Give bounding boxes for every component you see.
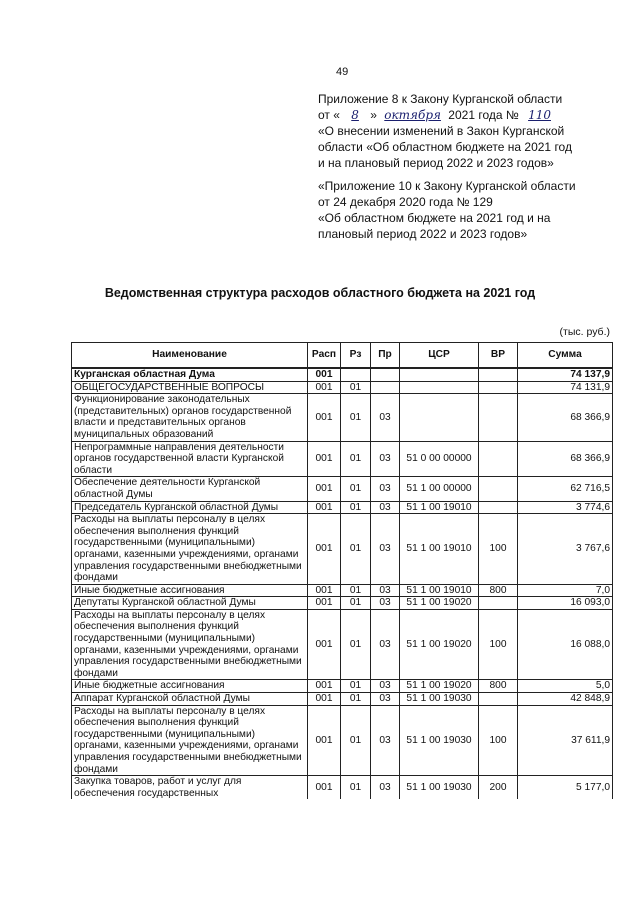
cell-name: Депутаты Курганской областной Думы bbox=[72, 597, 308, 610]
cell-sum: 42 848,9 bbox=[518, 693, 613, 706]
cell-sum: 74 131,9 bbox=[518, 381, 613, 394]
cell-name: Непрограммные направления деятельности органов государственной власти Курганской области bbox=[72, 441, 308, 477]
table-row bbox=[72, 477, 613, 501]
cell-csr: 51 1 00 19030 bbox=[400, 776, 479, 800]
cell-pr: 03 bbox=[371, 514, 400, 585]
header-csr: ЦСР bbox=[400, 343, 479, 369]
appendix-10-header bbox=[318, 178, 618, 242]
table-row bbox=[72, 501, 613, 514]
header-rasp: Расп bbox=[308, 343, 341, 369]
cell-pr: 03 bbox=[371, 705, 400, 776]
handwritten-number: 110 bbox=[528, 108, 551, 122]
appendix-8-line1: Приложение 8 к Закону Курганской области bbox=[318, 92, 563, 106]
cell-sum: 5 177,0 bbox=[518, 776, 613, 800]
cell-rasp: 001 bbox=[308, 368, 341, 381]
cell-csr: 51 1 00 19020 bbox=[400, 609, 479, 680]
cell-csr bbox=[400, 381, 479, 394]
cell-csr: 51 1 00 19010 bbox=[400, 514, 479, 585]
cell-rz bbox=[341, 368, 371, 381]
cell-csr: 51 1 00 19010 bbox=[400, 501, 479, 514]
cell-rasp: 001 bbox=[308, 501, 341, 514]
cell-csr: 51 1 00 19030 bbox=[400, 705, 479, 776]
cell-rz: 01 bbox=[341, 501, 371, 514]
appendix-8-line5: и на плановый период 2022 и 2023 годов» bbox=[318, 156, 554, 170]
cell-csr: 51 1 00 19010 bbox=[400, 584, 479, 597]
header-sum: Сумма bbox=[518, 343, 613, 369]
cell-rz: 01 bbox=[341, 609, 371, 680]
page-number: 49 bbox=[336, 66, 349, 78]
handwritten-month: октября bbox=[384, 108, 441, 122]
cell-sum: 74 137,9 bbox=[518, 368, 613, 381]
header-name: Наименование bbox=[72, 343, 308, 369]
cell-rz: 01 bbox=[341, 381, 371, 394]
cell-rasp: 001 bbox=[308, 584, 341, 597]
cell-name: Аппарат Курганской областной Думы bbox=[72, 693, 308, 706]
cell-rasp: 001 bbox=[308, 705, 341, 776]
cell-vr: 800 bbox=[479, 584, 518, 597]
header-pr: Пр bbox=[371, 343, 400, 369]
year-text: 2021 года № bbox=[448, 108, 519, 122]
cell-pr: 03 bbox=[371, 609, 400, 680]
date-prefix: от « bbox=[318, 108, 340, 122]
cell-vr bbox=[479, 381, 518, 394]
cell-pr: 03 bbox=[371, 584, 400, 597]
cell-sum: 68 366,9 bbox=[518, 441, 613, 477]
cell-name: Закупка товаров, работ и услуг для обеспечения государственных bbox=[72, 776, 308, 800]
cell-name: Расходы на выплаты персоналу в целях обеспечения выполнения функций государственными (муниципальными) органами, казенными учреждениями, органами управления государственными внебюджетными фондами bbox=[72, 514, 308, 585]
table-row bbox=[72, 597, 613, 610]
cell-rz: 01 bbox=[341, 597, 371, 610]
cell-vr: 100 bbox=[479, 609, 518, 680]
cell-name: Иные бюджетные ассигнования bbox=[72, 584, 308, 597]
cell-csr: 51 1 00 19020 bbox=[400, 597, 479, 610]
appendix-8-line4: области «Об областном бюджете на 2021 год bbox=[318, 140, 572, 154]
cell-pr: 03 bbox=[371, 394, 400, 441]
appendix-10-line3: «Об областном бюджете на 2021 год и на bbox=[318, 211, 551, 225]
table-row bbox=[72, 441, 613, 477]
cell-vr bbox=[479, 441, 518, 477]
cell-pr: 03 bbox=[371, 477, 400, 501]
cell-pr: 03 bbox=[371, 693, 400, 706]
document-title: Ведомственная структура расходов областного бюджета на 2021 год bbox=[104, 286, 536, 300]
cell-vr bbox=[479, 477, 518, 501]
cell-pr: 03 bbox=[371, 501, 400, 514]
table-row bbox=[72, 584, 613, 597]
cell-rasp: 001 bbox=[308, 381, 341, 394]
cell-sum: 68 366,9 bbox=[518, 394, 613, 441]
cell-name: Расходы на выплаты персоналу в целях обеспечения выполнения функций государственными (муниципальными) органами, казенными учреждениями, органами управления государственными внебюджетными фондами bbox=[72, 705, 308, 776]
cell-sum: 3 774,6 bbox=[518, 501, 613, 514]
cell-name: Функционирование законодательных (представительных) органов государственной власти и представительных органов муниципальных образований bbox=[72, 394, 308, 441]
cell-name: Курганская областная Дума bbox=[72, 368, 308, 381]
cell-sum: 16 088,0 bbox=[518, 609, 613, 680]
cell-csr bbox=[400, 394, 479, 441]
table-row bbox=[72, 514, 613, 585]
cell-sum: 7,0 bbox=[518, 584, 613, 597]
cell-rz: 01 bbox=[341, 477, 371, 501]
table-row bbox=[72, 368, 613, 381]
units-label: (тыс. руб.) bbox=[559, 326, 610, 338]
cell-sum: 5,0 bbox=[518, 680, 613, 693]
date-mid: » bbox=[370, 108, 377, 122]
cell-vr bbox=[479, 693, 518, 706]
cell-sum: 37 611,9 bbox=[518, 705, 613, 776]
cell-name: Иные бюджетные ассигнования bbox=[72, 680, 308, 693]
cell-rasp: 001 bbox=[308, 477, 341, 501]
cell-vr bbox=[479, 368, 518, 381]
cell-csr bbox=[400, 368, 479, 381]
cell-rz: 01 bbox=[341, 776, 371, 800]
cell-pr bbox=[371, 368, 400, 381]
cell-rz: 01 bbox=[341, 394, 371, 441]
cell-rasp: 001 bbox=[308, 609, 341, 680]
cell-name: Председатель Курганской областной Думы bbox=[72, 501, 308, 514]
table-row bbox=[72, 394, 613, 441]
cell-name: Расходы на выплаты персоналу в целях обеспечения выполнения функций государственными (муниципальными) органами, казенными учреждениями, органами управления государственными внебюджетными фондами bbox=[72, 609, 308, 680]
cell-rz: 01 bbox=[341, 514, 371, 585]
cell-sum: 3 767,6 bbox=[518, 514, 613, 585]
cell-rasp: 001 bbox=[308, 680, 341, 693]
cell-name: Обеспечение деятельности Курганской областной Думы bbox=[72, 477, 308, 501]
cell-sum: 62 716,5 bbox=[518, 477, 613, 501]
cell-vr bbox=[479, 501, 518, 514]
cell-rz: 01 bbox=[341, 693, 371, 706]
cell-vr: 100 bbox=[479, 514, 518, 585]
cell-rz: 01 bbox=[341, 441, 371, 477]
cell-vr bbox=[479, 394, 518, 441]
cell-pr: 03 bbox=[371, 776, 400, 800]
table-row bbox=[72, 381, 613, 394]
budget-table bbox=[71, 342, 613, 799]
cell-rasp: 001 bbox=[308, 693, 341, 706]
table-row bbox=[72, 680, 613, 693]
table-row bbox=[72, 693, 613, 706]
cell-rasp: 001 bbox=[308, 441, 341, 477]
cell-csr: 51 0 00 00000 bbox=[400, 441, 479, 477]
table-header-row bbox=[72, 343, 613, 369]
appendix-10-line2: от 24 декабря 2020 года № 129 bbox=[318, 195, 493, 209]
appendix-10-line1: «Приложение 10 к Закону Курганской области bbox=[318, 179, 576, 193]
cell-rasp: 001 bbox=[308, 394, 341, 441]
cell-pr: 03 bbox=[371, 680, 400, 693]
cell-rz: 01 bbox=[341, 584, 371, 597]
cell-pr: 03 bbox=[371, 441, 400, 477]
table-row bbox=[72, 609, 613, 680]
cell-csr: 51 1 00 00000 bbox=[400, 477, 479, 501]
cell-rasp: 001 bbox=[308, 514, 341, 585]
cell-csr: 51 1 00 19020 bbox=[400, 680, 479, 693]
table-row bbox=[72, 705, 613, 776]
cell-csr: 51 1 00 19030 bbox=[400, 693, 479, 706]
table-row bbox=[72, 776, 613, 800]
appendix-8-date-line bbox=[318, 107, 618, 123]
cell-vr bbox=[479, 597, 518, 610]
cell-vr: 800 bbox=[479, 680, 518, 693]
cell-rz: 01 bbox=[341, 705, 371, 776]
cell-pr: 03 bbox=[371, 597, 400, 610]
header-rz: Рз bbox=[341, 343, 371, 369]
cell-rz: 01 bbox=[341, 680, 371, 693]
cell-sum: 16 093,0 bbox=[518, 597, 613, 610]
cell-name: ОБЩЕГОСУДАРСТВЕННЫЕ ВОПРОСЫ bbox=[72, 381, 308, 394]
cell-rasp: 001 bbox=[308, 776, 341, 800]
appendix-8-line3: «О внесении изменений в Закон Курганской bbox=[318, 124, 565, 138]
cell-vr: 200 bbox=[479, 776, 518, 800]
cell-pr bbox=[371, 381, 400, 394]
cell-vr: 100 bbox=[479, 705, 518, 776]
cell-rasp: 001 bbox=[308, 597, 341, 610]
appendix-10-line4: плановый период 2022 и 2023 годов» bbox=[318, 227, 528, 241]
header-vr: ВР bbox=[479, 343, 518, 369]
appendix-8-header bbox=[318, 91, 618, 171]
handwritten-day: 8 bbox=[351, 108, 359, 122]
table-body bbox=[72, 368, 613, 799]
